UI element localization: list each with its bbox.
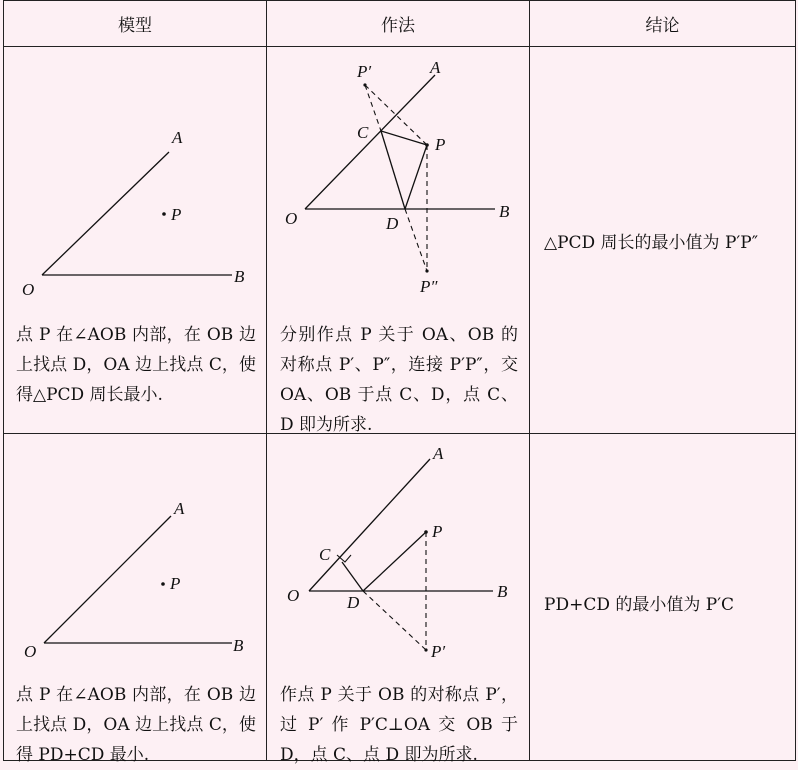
label-p: P [170, 574, 181, 593]
label-a: A [433, 444, 444, 463]
label-d: D [347, 593, 360, 612]
label-o: O [285, 209, 298, 228]
label-p1: P′ [431, 642, 446, 661]
label-a: A [430, 58, 441, 77]
label-c: C [319, 545, 331, 564]
row2-method-text: 作点 P 关于 OB 的对称点 P′，过 P′ 作 P′C⊥OA 交 OB 于 D，点 C、点 D 即为所求. [280, 685, 518, 765]
col-divider-2 [529, 0, 530, 761]
label-c: C [357, 123, 369, 142]
label-p: P [432, 522, 443, 541]
row2-method-figure [267, 434, 529, 674]
row1-model-text: 点 P 在∠AOB 内部，在 OB 边上找点 D，OA 边上找点 C，使得△PCD 周长最小. [16, 325, 256, 405]
row1-model-figure [4, 47, 266, 309]
segment-cd [342, 562, 363, 591]
border-right [795, 0, 796, 761]
dashed-d-p1 [363, 591, 426, 650]
segment-pd [405, 145, 427, 209]
segment-cd [381, 131, 405, 209]
label-b: B [233, 636, 244, 655]
point-p [161, 582, 165, 586]
label-p1: P′ [357, 62, 372, 81]
dashed-d-p2 [405, 209, 427, 271]
header-conclusion: 结论 [645, 15, 680, 36]
header-method: 作法 [381, 15, 415, 36]
label-a: A [174, 499, 185, 518]
label-b: B [499, 202, 510, 221]
label-o: O [24, 642, 37, 661]
row1-method-figure [267, 47, 529, 309]
row2-model-text: 点 P 在∠AOB 内部，在 OB 边上找点 D，OA 边上找点 C，使得 PD+CD 最小. [16, 685, 256, 765]
label-p2: P″ [420, 277, 438, 296]
label-a: A [172, 128, 183, 147]
segment-pd [363, 532, 426, 591]
label-d: D [386, 214, 399, 233]
row2-conclusion: PD+CD 的最小值为 P′C [544, 595, 735, 615]
label-o: O [22, 280, 35, 299]
label-p: P [435, 135, 446, 154]
label-o: O [287, 586, 300, 605]
ray-oa [42, 152, 169, 275]
label-p: P [171, 205, 182, 224]
point-p1 [363, 83, 366, 86]
ray-oa [44, 516, 171, 643]
ray-oa [309, 459, 430, 591]
point-p [424, 530, 428, 534]
label-b: B [497, 582, 508, 601]
header-model: 模型 [118, 15, 152, 36]
row1-method-text: 分别作点 P 关于 OA、OB 的对称点 P′、P″，连接 P′P″，交 OA、OB 于点 C、D，点 C、D 即为所求. [280, 325, 518, 435]
point-p1 [424, 648, 427, 651]
point-p2 [425, 269, 428, 272]
label-b: B [234, 267, 245, 286]
row2-model-figure [4, 434, 266, 674]
point-p [162, 212, 166, 216]
point-p [425, 143, 429, 147]
row1-conclusion: △PCD 周长的最小值为 P′P″ [544, 233, 759, 253]
